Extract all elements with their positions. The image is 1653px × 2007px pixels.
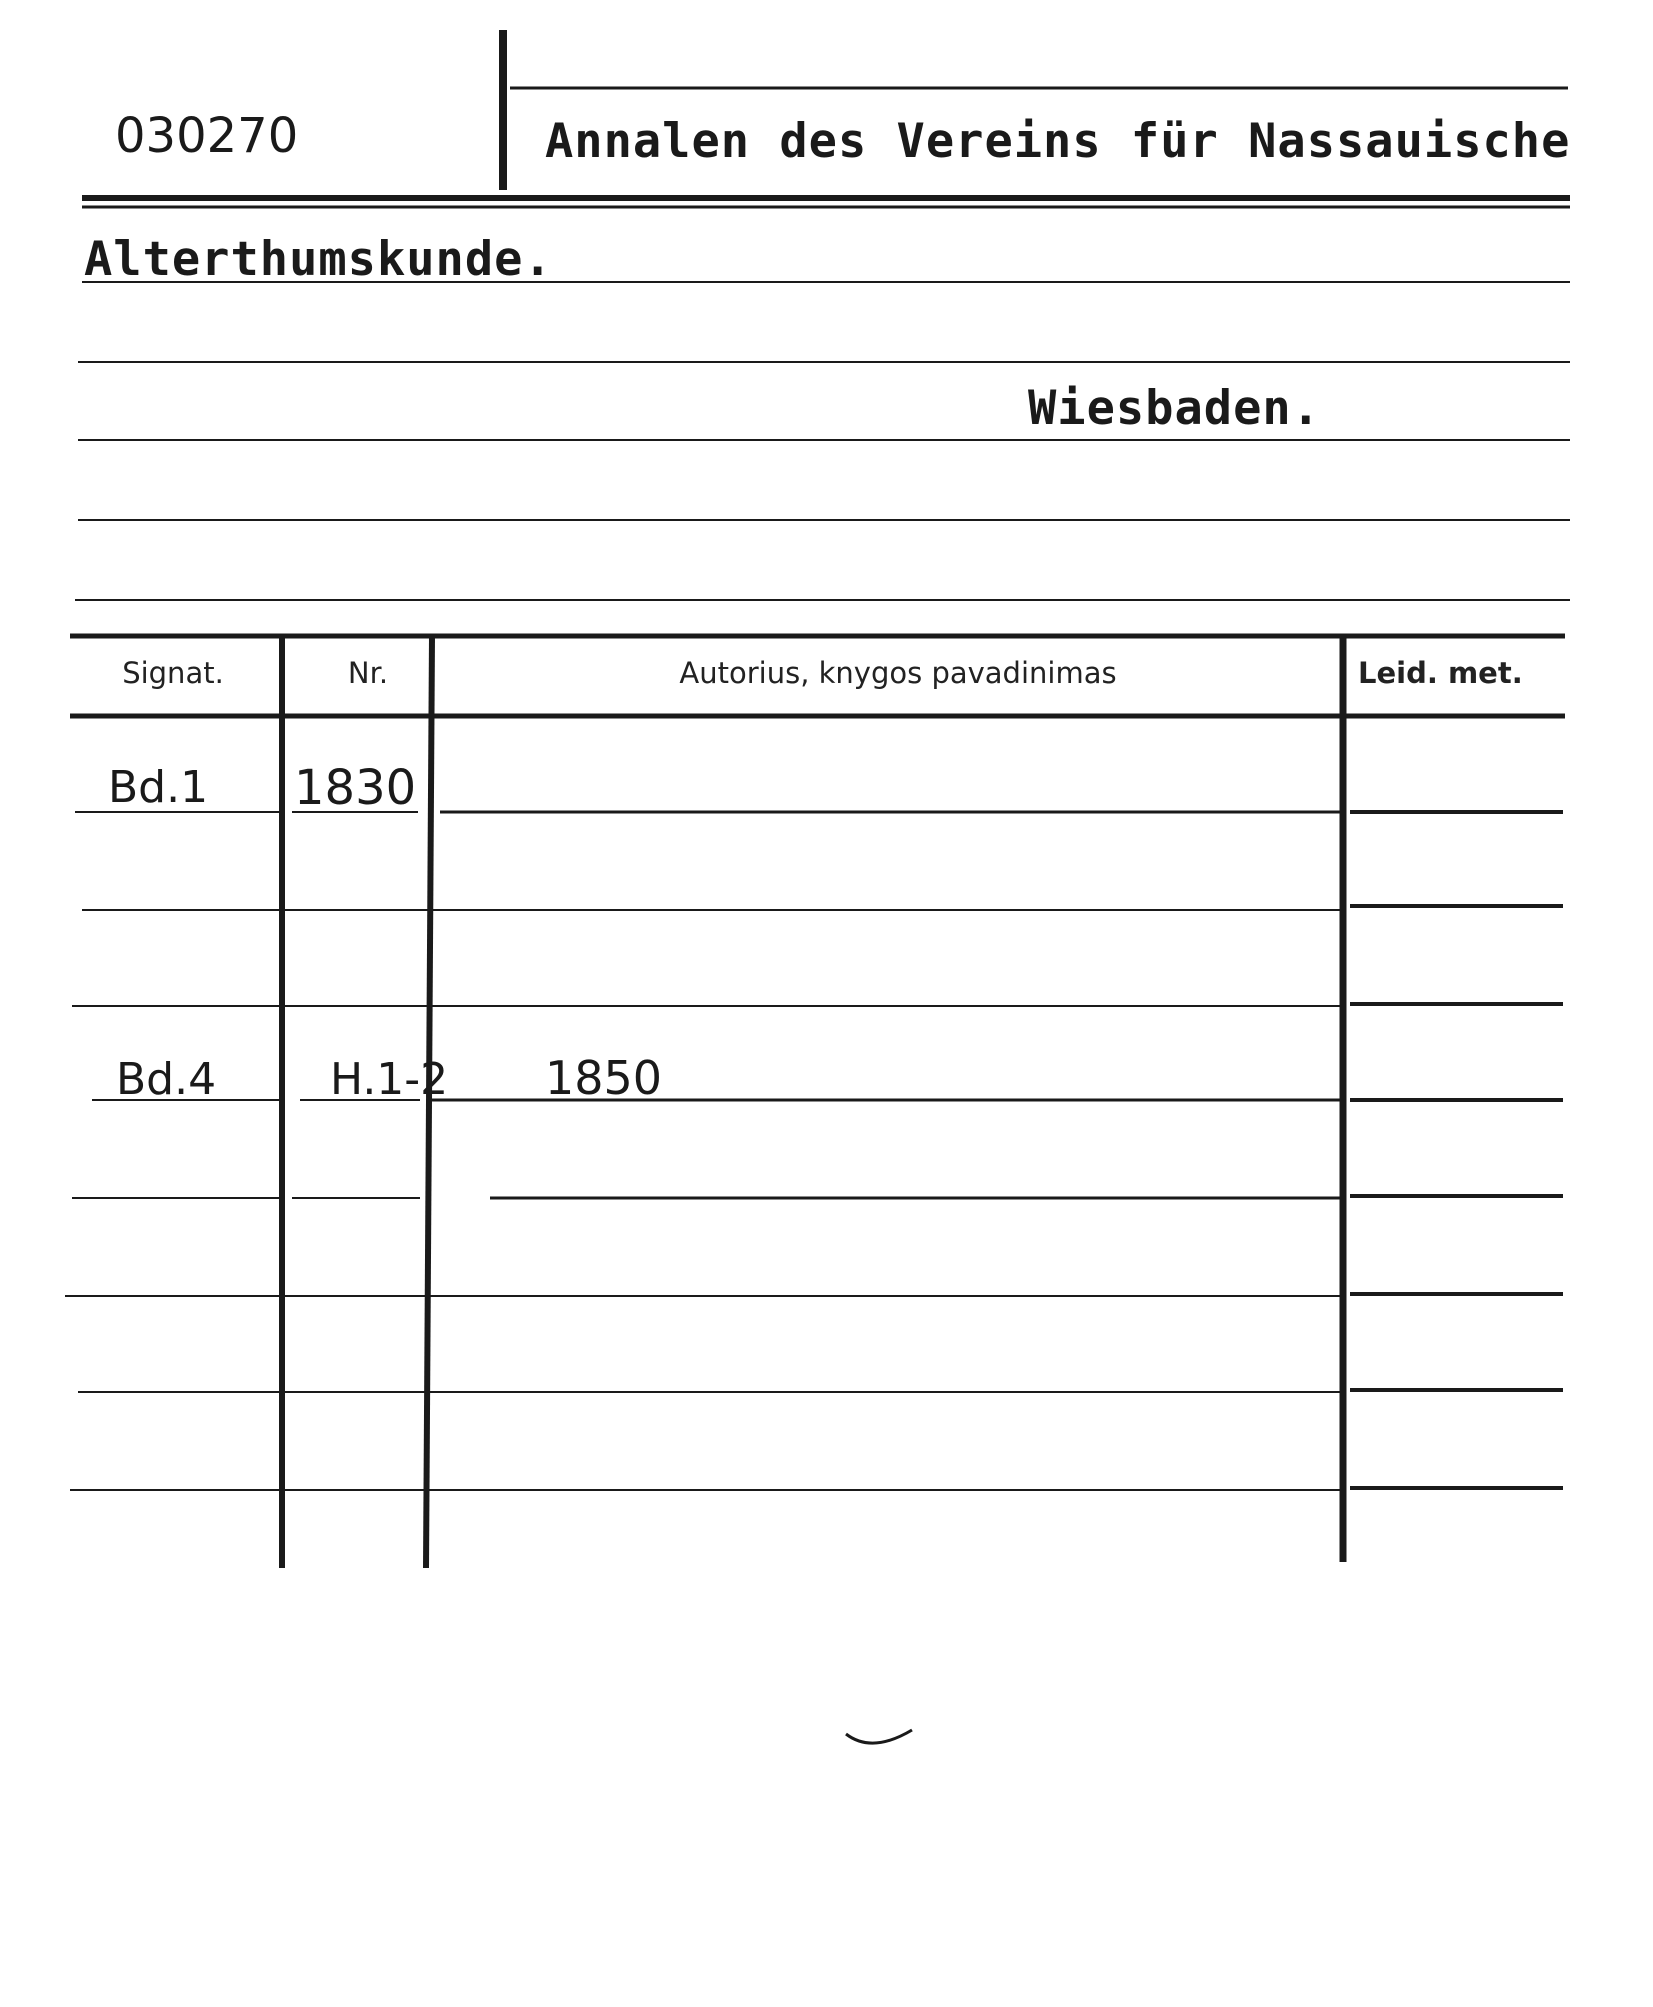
ink-mark [846, 1730, 912, 1743]
header-number: Nr. [347, 656, 389, 690]
title-line-1: Annalen des Vereins für Nassauische [545, 114, 1571, 169]
header-signature: Signat. [122, 656, 224, 690]
row2-author-title: 1850 [545, 1051, 663, 1105]
row1-signature: Bd.1 [108, 762, 209, 813]
place-of-publication: Wiesbaden. [1028, 381, 1321, 436]
row1-number: 1830 [294, 760, 417, 816]
row2-number: H.1-2 [330, 1054, 449, 1105]
header-author-title: Autorius, knygos pavadinimas [679, 656, 1117, 690]
title-line-2: Alterthumskunde. [84, 232, 553, 287]
header-year: Leid. met. [1358, 656, 1523, 690]
row2-signature: Bd.4 [116, 1054, 217, 1105]
row-rules [65, 812, 1563, 1490]
id-number: 030270 [115, 108, 299, 164]
